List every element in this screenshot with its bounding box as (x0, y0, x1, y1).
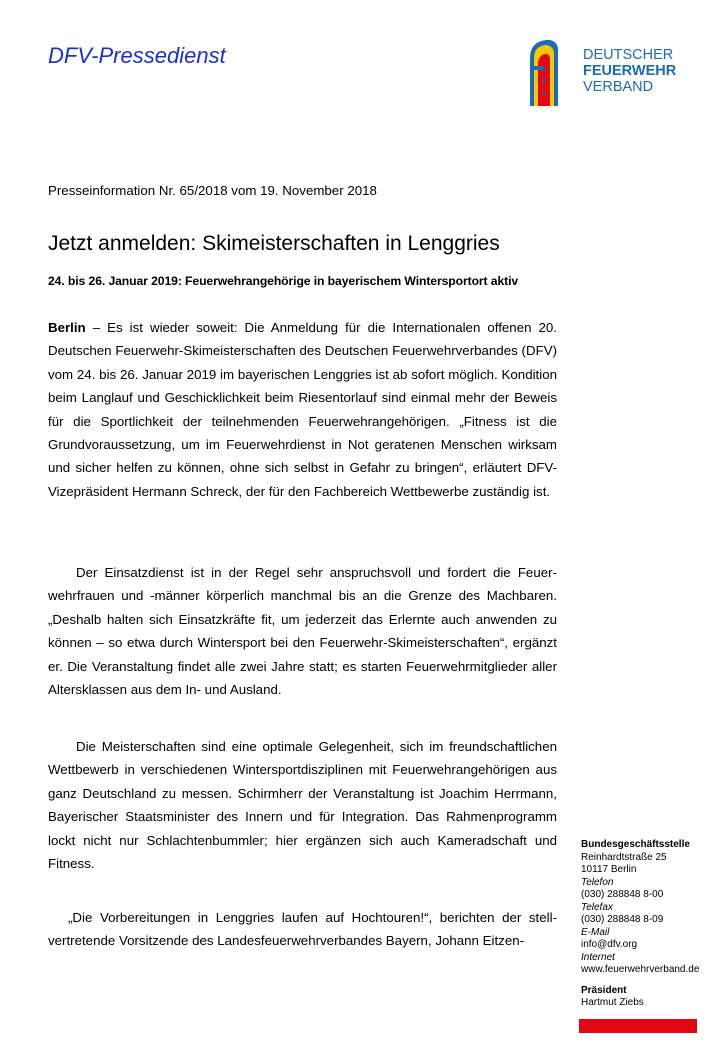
fax-label: Telefax (581, 901, 613, 913)
paragraph-4-text: „Die Vorbereitungen in Lenggries laufen auf Hochtouren!“, berichten der stellvertretende Vorsitzende des Landesfeuerwehrverbandes Bayern, Johann Eitzen- (48, 910, 557, 949)
president-name: Hartmut Ziebs (581, 997, 644, 1008)
red-accent-bar (579, 1019, 697, 1033)
paragraph-4 (48, 906, 557, 953)
contact-sidebar (581, 839, 699, 1010)
subheadline: 24. bis 26. Januar 2019: Feuerwehrangehörige in bayerischem Wintersportort aktiv (48, 274, 519, 288)
paragraph-1 (48, 316, 557, 503)
paragraph-2-text: Der Einsatzdienst ist in der Regel sehr anspruchsvoll und fordert die Feuerwehrfrauen und -männer körperlich manchmal bis an die Grenze des Machbaren. „Deshalb halten sich Einsatzkräfte fit, um jederzeit das Erlernte auch anwenden zu können – so etwa durch Wintersport bei den Feuerwehr-Skimeisterschaften“, ergänzt er. Die Veranstaltung findet alle zwei Jahre statt; es starten Feuerwehrmitglieder aller Altersklassen aus dem In- und Ausland. (48, 565, 557, 698)
emblem-letter-f: F (541, 77, 547, 86)
logo-line-2: FEUERWEHR (583, 63, 677, 79)
president-label: Präsident (581, 984, 627, 996)
email-address[interactable]: info@dfv.org (581, 939, 638, 950)
paragraph-3 (48, 735, 557, 875)
headline: Jetzt anmelden: Skimeisterschaften in Lenggries (48, 232, 500, 255)
paragraph-3-text: Die Meisterschaften sind eine optimale Gelegenheit, sich im freundschaftlichen Wettbewerb in verschiedenen Wintersportdisziplinen mit Feuerwehrangehörigen aus ganz Deutschland zu messen. Schirmherr der Veranstaltung ist Joachim Herrmann, Bayerischer Staatsminister des Innern und für Integration. Das Rahmenprogramm lockt nicht nur Schlachtenbummler; hier ergänzen sich auch Kameradschaft und Fitness. (48, 739, 557, 872)
emblem-letter-v: V (541, 89, 547, 98)
emblem-letter-d: D (541, 65, 547, 74)
logo-wordmark (583, 47, 676, 95)
dateline: Berlin (48, 320, 86, 335)
fax-number: (030) 288848 8-09 (581, 914, 664, 925)
logo-line-3: VERBAND (583, 79, 654, 95)
paragraph-1-text: – Es ist wieder soweit: Die Anmeldung für die Internationalen offenen 20. Deutschen Feuerwehr-Skimeisterschaften des Deutschen Feuerwehrverbandes (DFV) vom 24. bis 26. Januar 2019 im bayerischen Lenggries ist ab sofort möglich. Kondition beim Langlauf und Geschicklichkeit beim Riesentorlauf sind einmal mehr der Beweis für die Sportlichkeit der teilnehmenden Feuerwehrangehörigen. „Fitness ist die Grundvoraussetzung, um im Feuerwehrdienst in Not geratenen Menschen wirksam und sicher helfen zu können, ohne sich selbst in Gefahr zu bringen“, erläutert DFV-Vizepräsident Hermann Schreck, der für den Fachbereich Wettbewerbe zuständig ist. (48, 320, 557, 499)
phone-label: Telefon (581, 876, 614, 888)
press-info-line: Presseinformation Nr. 65/2018 vom 19. November 2018 (48, 183, 377, 198)
office-city: 10117 Berlin (581, 864, 637, 875)
logo-line-1: DEUTSCHER (583, 47, 674, 63)
paragraph-2 (48, 561, 557, 701)
office-label: Bundesgeschäftsstelle (581, 839, 690, 850)
page-title: DFV-Pressedienst (48, 43, 226, 68)
email-label: E-Mail (581, 926, 610, 938)
internet-label: Internet (581, 951, 615, 963)
office-street: Reinhardtstraße 25 (581, 851, 667, 863)
phone-number: (030) 288848 8-00 (581, 889, 664, 900)
website-link[interactable]: www.feuerwehrverband.de (581, 964, 700, 975)
